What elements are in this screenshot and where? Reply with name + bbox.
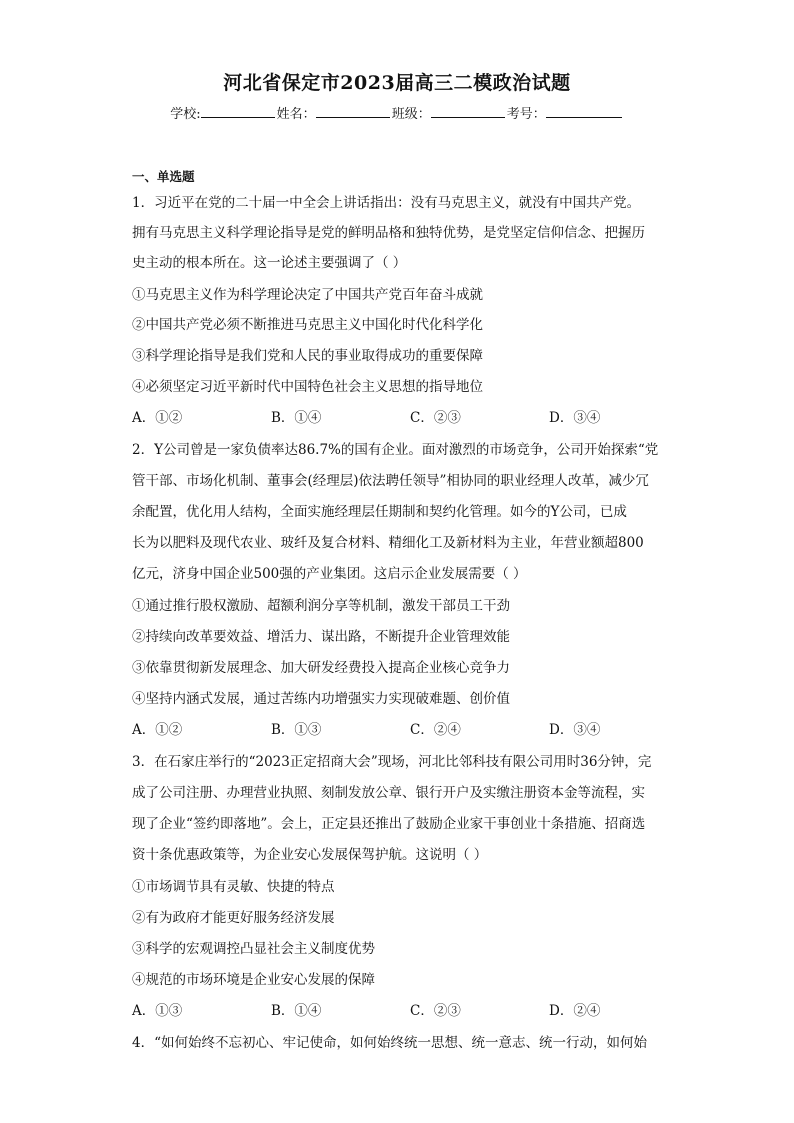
question-2-stem-line: 2．Y公司曾是一家负债率达86.7%的国有企业。面对激烈的市场竞争，公司开始探索“党 — [132, 442, 659, 458]
question-3-stem-line: 资十条优惠政策等，为企业安心发展保驾护航。这说明（ ） — [132, 847, 488, 863]
question-3-options — [132, 1001, 662, 1021]
class-blank — [431, 104, 505, 118]
question-2-statement: ②持续向改革要效益、增活力、谋出路，不断提升企业管理效能 — [132, 629, 510, 645]
question-3-statement: ①市场调节具有灵敏、快捷的特点 — [132, 879, 335, 895]
question-1-stem-line: 史主动的根本所在。这一论述主要强调了（ ） — [132, 255, 407, 271]
option-a: A．①② — [132, 410, 183, 426]
question-3-statement: ④规范的市场环境是企业安心发展的保障 — [132, 972, 375, 988]
option-d: D．②④ — [549, 1003, 601, 1019]
question-3-statement: ③科学的宏观调控凸显社会主义制度优势 — [132, 941, 375, 957]
question-3-stem-line: 3．在石家庄举行的“2023正定招商大会”现场，河北比邻科技有限公司用时36分钟，完 — [132, 754, 652, 770]
student-info-row — [0, 103, 794, 122]
class-label: 班级： — [391, 107, 431, 122]
exam-title: 河北省保定市2023届高三二模政治试题 — [223, 72, 571, 94]
option-a: A．①② — [132, 722, 183, 738]
question-2-statement: ①通过推行股权激励、超额利润分享等机制，激发干部员工干劲 — [132, 598, 510, 614]
option-b: B．①④ — [271, 1003, 322, 1019]
question-2-options — [132, 720, 662, 740]
option-d: D．③④ — [549, 722, 601, 738]
question-1-stem-line: 1．习近平在党的二十届一中全会上讲话指出：没有马克思主义，就没有中国共产党。 — [132, 195, 641, 211]
question-2-stem-line: 长为以肥料及现代农业、玻纤及复合材料、精细化工及新材料为主业，年营业额超800 — [132, 535, 644, 551]
question-2-stem-line: 管干部、市场化机制、董事会(经理层)依法聘任领导”相协同的职业经理人改革，减少冗 — [132, 473, 649, 489]
question-3-stem-line: 成了公司注册、办理营业执照、刻制发放公章、银行开户及实缴注册资本金等流程，实 — [132, 785, 645, 801]
question-2-statement: ④坚持内涵式发展，通过苦练内功增强实力实现破难题、创价值 — [132, 691, 510, 707]
section-title: 一、单选题 — [132, 169, 195, 184]
option-a: A．①③ — [132, 1003, 183, 1019]
question-1-statement: ①马克思主义作为科学理论决定了中国共产党百年奋斗成就 — [132, 287, 483, 303]
question-1-statement: ③科学理论指导是我们党和人民的事业取得成功的重要保障 — [132, 348, 483, 364]
exam-no-label: 考号： — [506, 107, 546, 122]
question-1-statement: ④必须坚定习近平新时代中国特色社会主义思想的指导地位 — [132, 379, 483, 395]
option-b: B．①④ — [271, 410, 322, 426]
school-label: 学校: — [170, 107, 201, 122]
option-c: C．②③ — [410, 410, 461, 426]
name-blank — [316, 104, 390, 118]
question-4-stem-line: 4．“如何始终不忘初心、牢记使命，如何始终统一思想、统一意志、统一行动，如何始 — [132, 1035, 647, 1051]
name-label: 姓名： — [276, 107, 316, 122]
question-3-stem-line: 现了企业“签约即落地”。会上，正定县还推出了鼓励企业家干事创业十条措施、招商选 — [132, 816, 646, 832]
option-d: D．③④ — [549, 410, 601, 426]
question-2-stem-line: 余配置，优化用人结构，全面实施经理层任期制和契约化管理。如今的Y公司，已成 — [132, 504, 627, 520]
question-2-statement: ③依靠贯彻新发展理念、加大研发经费投入提高企业核心竞争力 — [132, 660, 510, 676]
school-blank — [201, 104, 275, 118]
question-3-statement: ②有为政府才能更好服务经济发展 — [132, 910, 335, 926]
option-b: B．①③ — [271, 722, 322, 738]
question-1-stem-line: 拥有马克思主义科学理论指导是党的鲜明品格和独特优势，是党坚定信仰信念、把握历 — [132, 225, 645, 241]
question-1-options — [132, 408, 662, 428]
question-1-statement: ②中国共产党必须不断推进马克思主义中国化时代化科学化 — [132, 317, 483, 333]
question-2-stem-line: 亿元，济身中国企业500强的产业集团。这启示企业发展需要（ ） — [132, 566, 527, 582]
exam-no-blank — [546, 104, 622, 118]
option-c: C．②③ — [410, 1003, 461, 1019]
option-c: C．②④ — [410, 722, 461, 738]
